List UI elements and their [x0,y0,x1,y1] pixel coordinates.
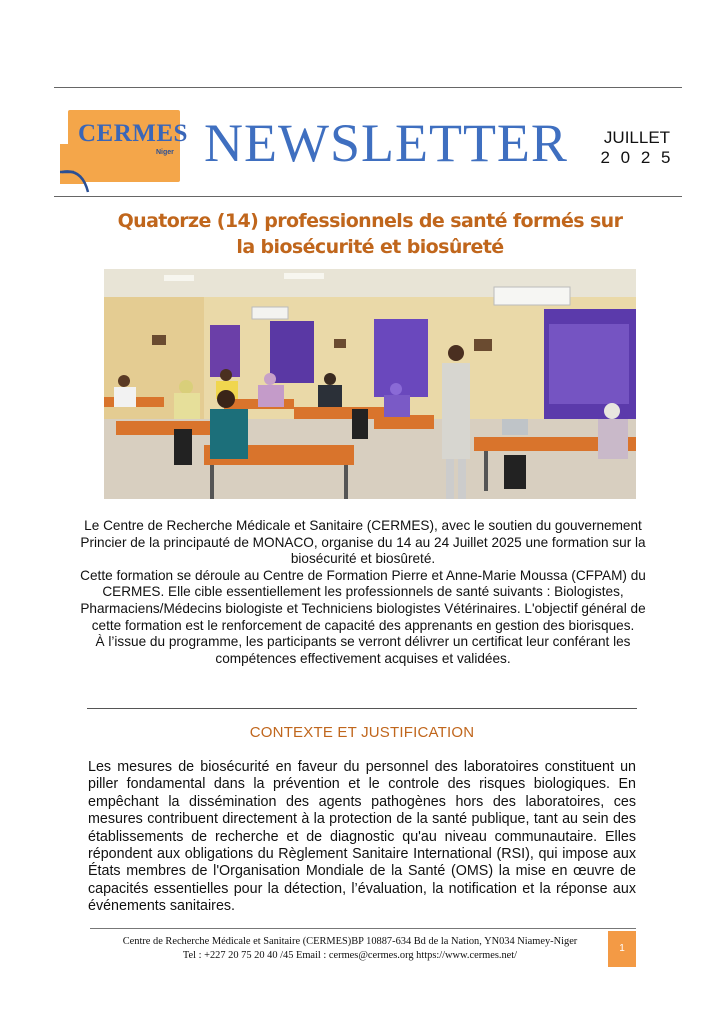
header-rule [54,196,682,197]
issue-year: 2 0 2 5 [600,148,674,167]
training-photo [104,269,636,499]
issue-date [600,128,674,168]
classroom-photo-illustration [104,269,636,499]
logo-subtitle: Niger [156,149,174,156]
intro-paragraph-2: Cette formation se déroule au Centre de Formation Pierre et Anne-Marie Moussa (CFPAM) du CERMES. Elle cible essentiellement les professionnels de santé suivants : Biologistes, Pharmaciens/Médecins biologiste et Techniciens biologistes Vétérinaires. L'objectif général de cette formation est le renforcement de capacité des apprenants en gestion des biorisques. [80,567,646,633]
footer-rule [90,928,636,929]
section-title: CONTEXTE ET JUSTIFICATION [249,724,475,741]
footer [100,935,600,962]
cermes-logo [60,104,188,192]
intro-paragraph-1: Le Centre de Recherche Médicale et Sanitaire (CERMES), avec le soutien du gouvernement Princier de la principauté de MONACO, organise du 14 au 24 Juillet 2025 une formation sur la biosécurité et biosûreté. [80,518,646,567]
footer-contact: Tel : +227 20 75 20 40 /45 Email : cermes@cermes.org https://www.cermes.net/ [182,949,518,961]
logo-wordmark: CERMES [78,120,188,147]
intro-text [76,518,650,667]
page-number: 1 [608,931,636,967]
intro-paragraph-3: À l’issue du programme, les participants se verront délivrer un certificat leur conférant les compétences effectivement acquises et validées. [95,634,631,666]
headline-line-1: Quatorze (14) professionnels de santé formés sur [117,210,623,232]
issue-month: JUILLET [603,128,671,147]
article-headline [80,208,660,260]
footer-address: Centre de Recherche Médicale et Sanitaire (CERMES)BP 10887-634 Bd de la Nation, YN034 Niamey-Niger [122,936,578,947]
top-rule [54,87,682,88]
logo-curve-icon [60,166,100,196]
section-body: Les mesures de biosécurité en faveur du personnel des laboratoires constituent un piller fondamental dans la prévention et le controle des risques biologiques. En empêchant la dissémination des agents pathogènes hors des laboratoires, ces mesures contribuent directement à la protection de la santé publique, tant au sein des établissements de recherche et de diagnostic qu'au niveau communautaire. Elles répondent aux obligations du Règlement Sanitaire International (RSI), qui impose aux États membres de l'Organisation Mondiale de la Santé (OMS) la mise en œuvre de capacités essentielles pour la détection, l’évaluation, la notification et la réponse aux événements sanitaires. [88,759,636,915]
section-rule [87,708,637,709]
headline-line-2: la biosécurité et biosûreté [236,236,504,258]
newsletter-masthead: NEWSLETTER [204,113,568,173]
